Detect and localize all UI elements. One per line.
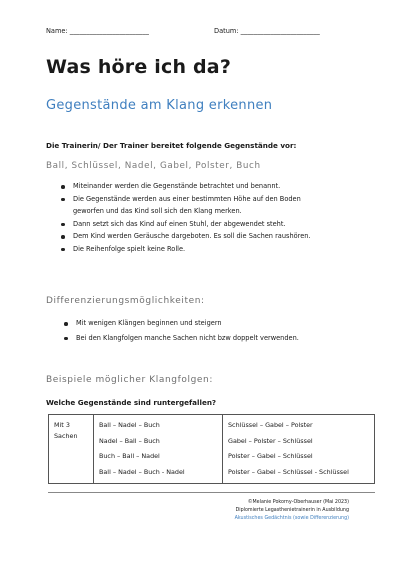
date-blank: ________________________ — [240, 27, 320, 35]
sequence-item: Gabel – Polster – Schlüssel — [228, 436, 313, 445]
sequence-item: Ball – Nadel – Buch — [99, 421, 160, 429]
footer-copyright: ©Melanie Pokorny-Oberhauser (Mai 2023) — [247, 500, 349, 505]
differentiation-heading: Differenzierungsmöglichkeiten: — [46, 296, 205, 306]
sequence-item: Schlüssel – Gabel – Polster — [228, 421, 313, 429]
list-item: Die Reihenfolge spielt keine Rolle. — [61, 243, 361, 256]
footer — [235, 499, 349, 524]
bullet-icon — [64, 322, 68, 326]
examples-question: Welche Gegenstände sind runtergefallen? — [46, 398, 217, 407]
name-field — [46, 27, 149, 35]
bullet-icon — [61, 223, 65, 227]
sequence-column-1 — [94, 415, 223, 484]
examples-heading: Beispiele möglicher Klangfolgen: — [46, 375, 213, 385]
footer-divider — [48, 492, 375, 493]
sequence-item: Nadel – Ball – Buch — [99, 436, 160, 445]
sequence-item: Polster – Gabel – Schlüssel - Schlüssel — [228, 467, 349, 476]
bullet-icon — [61, 235, 65, 239]
sequence-item: Ball – Nadel – Buch - Nadel — [99, 467, 185, 476]
date-field — [214, 27, 320, 35]
list-item: Mit wenigen Klängen beginnen und steigern — [64, 316, 364, 331]
sequence-column-2 — [223, 415, 375, 484]
bullet-icon — [61, 198, 65, 202]
objects-list: Ball, Schlüssel, Nadel, Gabel, Polster, Buch — [46, 161, 261, 171]
list-item: Miteinander werden die Gegenstände betrachtet und benannt. — [61, 180, 361, 193]
intro-text: Die Trainerin/ Der Trainer bereitet folgende Gegenstände vor: — [46, 141, 297, 150]
list-item: Dann setzt sich das Kind auf einen Stuhl, der abgewendet steht. — [61, 218, 361, 231]
list-item: Bei den Klangfolgen manche Sachen nicht bzw doppelt verwenden. — [64, 331, 364, 346]
sequence-item: Buch – Ball – Nadel — [99, 452, 160, 460]
footer-topic: Akustisches Gedächtnis (sowie Differenzierung) — [234, 516, 349, 522]
list-item-continuation: geworfen und das Kind soll sich den Klang merken. — [73, 207, 242, 216]
bullet-icon — [64, 337, 68, 341]
footer-role: Diplomierte Legasthenietrainerin in Ausbildung — [235, 508, 349, 514]
examples-table — [48, 414, 375, 484]
bullet-icon — [61, 248, 65, 252]
sequence-item: Polster – Gabel – Schlüssel — [228, 452, 313, 460]
list-item: Dem Kind werden Geräusche dargeboten. Es soll die Sachen raushören. — [61, 230, 361, 243]
row-label-cell: Mit 3 Sachen — [49, 415, 94, 484]
steps-list — [61, 180, 361, 256]
page-title: Was höre ich da? — [46, 56, 232, 78]
list-item: Die Gegenstände werden aus einer bestimmten Höhe auf den Boden — [61, 193, 361, 206]
name-label: Name: — [46, 27, 68, 35]
differentiation-list — [64, 316, 364, 345]
page-subtitle: Gegenstände am Klang erkennen — [46, 98, 273, 113]
date-label: Datum: — [214, 27, 239, 35]
name-blank: ________________________ — [69, 27, 149, 35]
bullet-icon — [61, 185, 65, 189]
table-row — [49, 415, 375, 484]
